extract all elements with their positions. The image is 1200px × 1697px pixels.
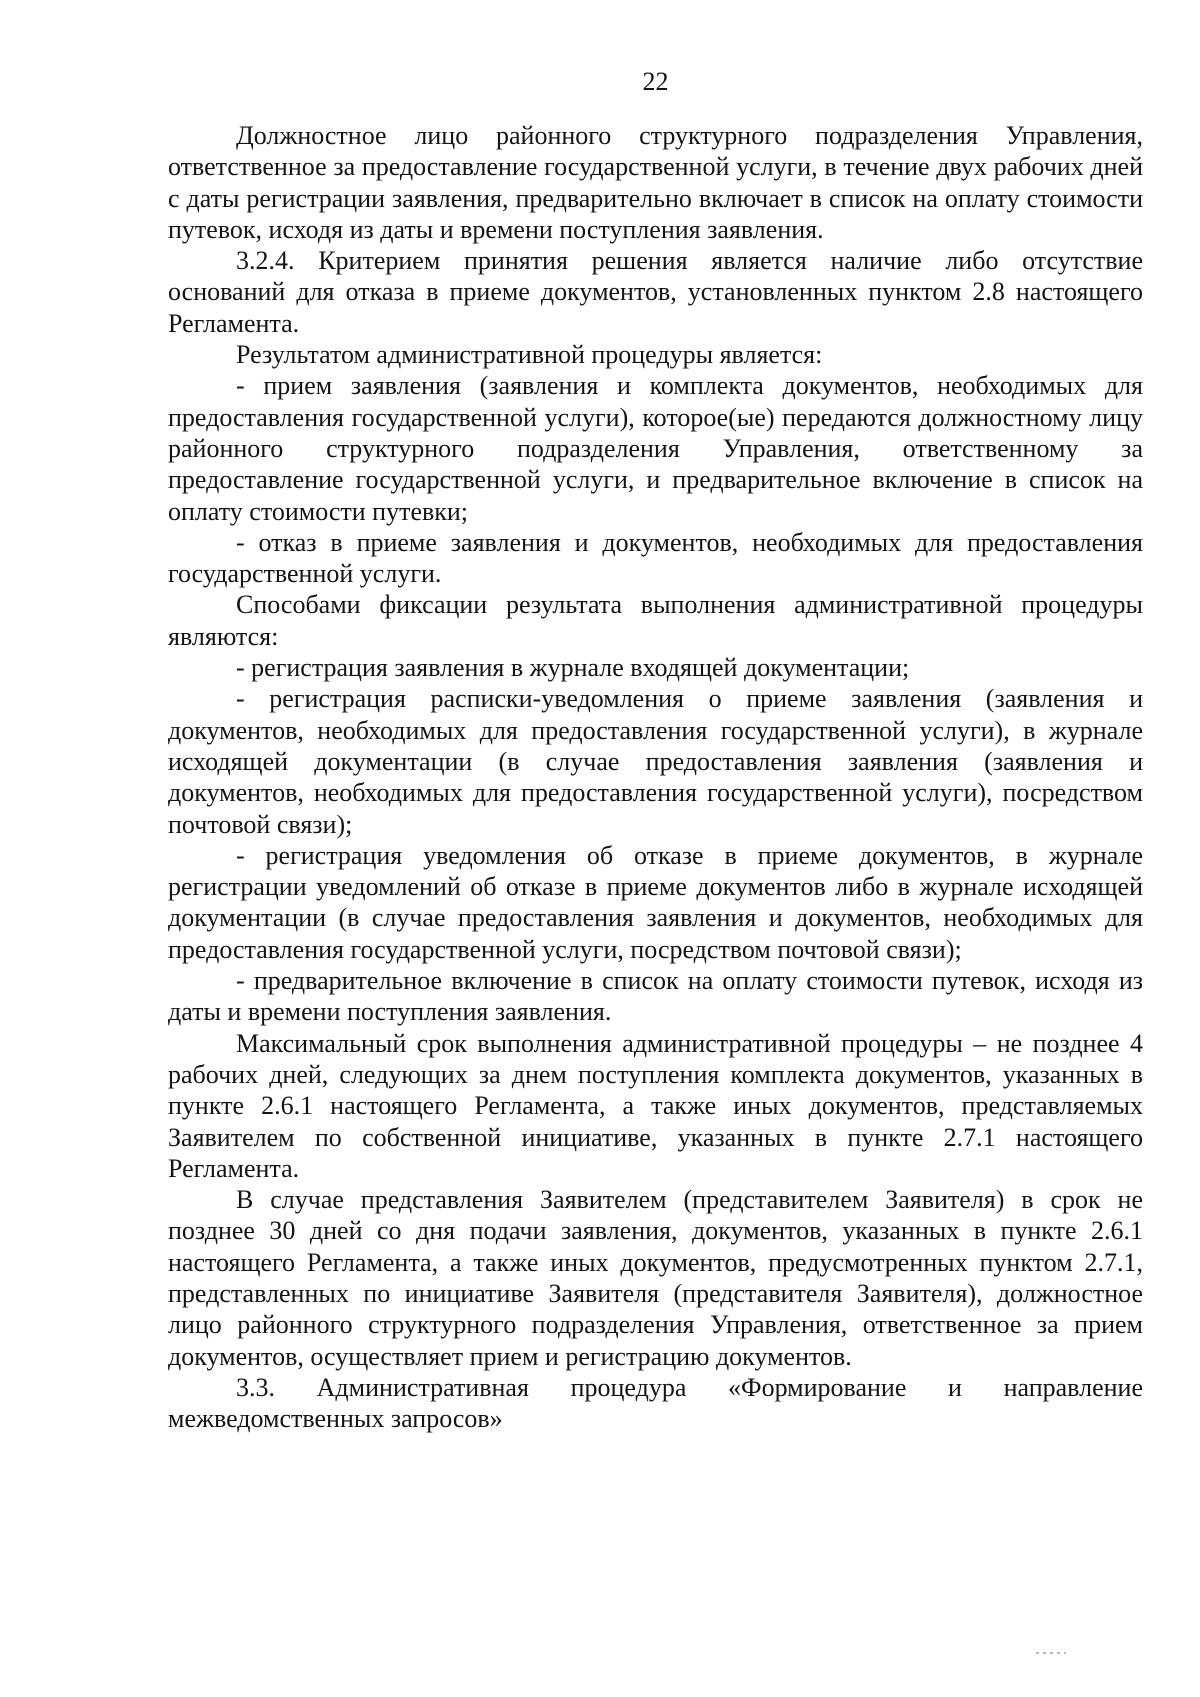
list-item-refusal-registration: - регистрация уведомления об отказе в приеме документов, в журнале регистрации уведомлений об отказе в приеме документов либо в журнале исходящей документации (в случае предоставления заявления и документов, необходимых для предоставления государственной услуги, посредством почтовой связи); <box>168 840 1143 964</box>
document-page <box>168 60 1143 1434</box>
paragraph-fixation-methods: Способами фиксации результата выполнения административной процедуры являются: <box>168 590 1143 651</box>
document-body <box>168 120 1143 1434</box>
list-item-acceptance: - прием заявления (заявления и комплекта документов, необходимых для предоставления государственной услуги), которое(ые) передаются должностному лицу районного структурного подразделения Управления, ответственному за предоставление государственной услуги, и предварительное включение в список на оплату стоимости путевки; <box>168 371 1143 526</box>
paragraph-decision-criterion: 3.2.4. Критерием принятия решения является наличие либо отсутствие оснований для отказа в приеме документов, установленных пунктом 2.8 настоящего Регламента. <box>168 246 1143 338</box>
paragraph-official-inclusion: Должностное лицо районного структурного подразделения Управления, ответственное за предоставление государственной услуги, в течение двух рабочих дней с даты регистрации заявления, предварительно включает в список на оплату стоимости путевок, исходя из даты и времени поступления заявления. <box>168 121 1143 244</box>
scan-artifact <box>1036 1652 1066 1654</box>
page-number: 22 <box>642 67 669 96</box>
paragraph-submission-case: В случае представления Заявителем (представителем Заявителя) в срок не позднее 30 дней со дня подачи заявления, документов, указанных в пункте 2.6.1 настоящего Регламента, а также иных документов, предусмотренных пунктом 2.7.1, представленных по инициативе Заявителя (представителя Заявителя), должностное лицо районного структурного подразделения Управления, ответственное за прием документов, осуществляет прием и регистрацию документов. <box>168 1185 1143 1371</box>
paragraph-maximum-term: Максимальный срок выполнения административной процедуры – не позднее 4 рабочих дней, следующих за днем поступления комплекта документов, указанных в пункте 2.6.1 настоящего Регламента, а также иных документов, представляемых Заявителем по собственной инициативе, указанных в пункте 2.7.1 настоящего Регламента. <box>168 1028 1143 1183</box>
list-item-refusal: - отказ в приеме заявления и документов, необходимых для предоставления государственной услуги. <box>168 527 1143 589</box>
section-heading-3-3: 3.3. Административная процедура «Формирование и направление межведомственных запросов» <box>168 1372 1143 1434</box>
list-item-incoming-registration: - регистрация заявления в журнале входящей документации; <box>236 653 910 683</box>
paragraph-result-heading: Результатом административной процедуры является: <box>236 340 823 370</box>
list-item-preliminary-inclusion: - предварительное включение в список на оплату стоимости путевок, исходя из даты и времени поступления заявления. <box>168 966 1143 1027</box>
list-item-receipt-registration: - регистрация расписки-уведомления о приеме заявления (заявления и документов, необходимых для предоставления государственной услуги), в журнале исходящей документации (в случае предоставления заявления (заявления и документов, необходимых для предоставления государственной услуги), посредством почтовой связи); <box>168 684 1143 839</box>
